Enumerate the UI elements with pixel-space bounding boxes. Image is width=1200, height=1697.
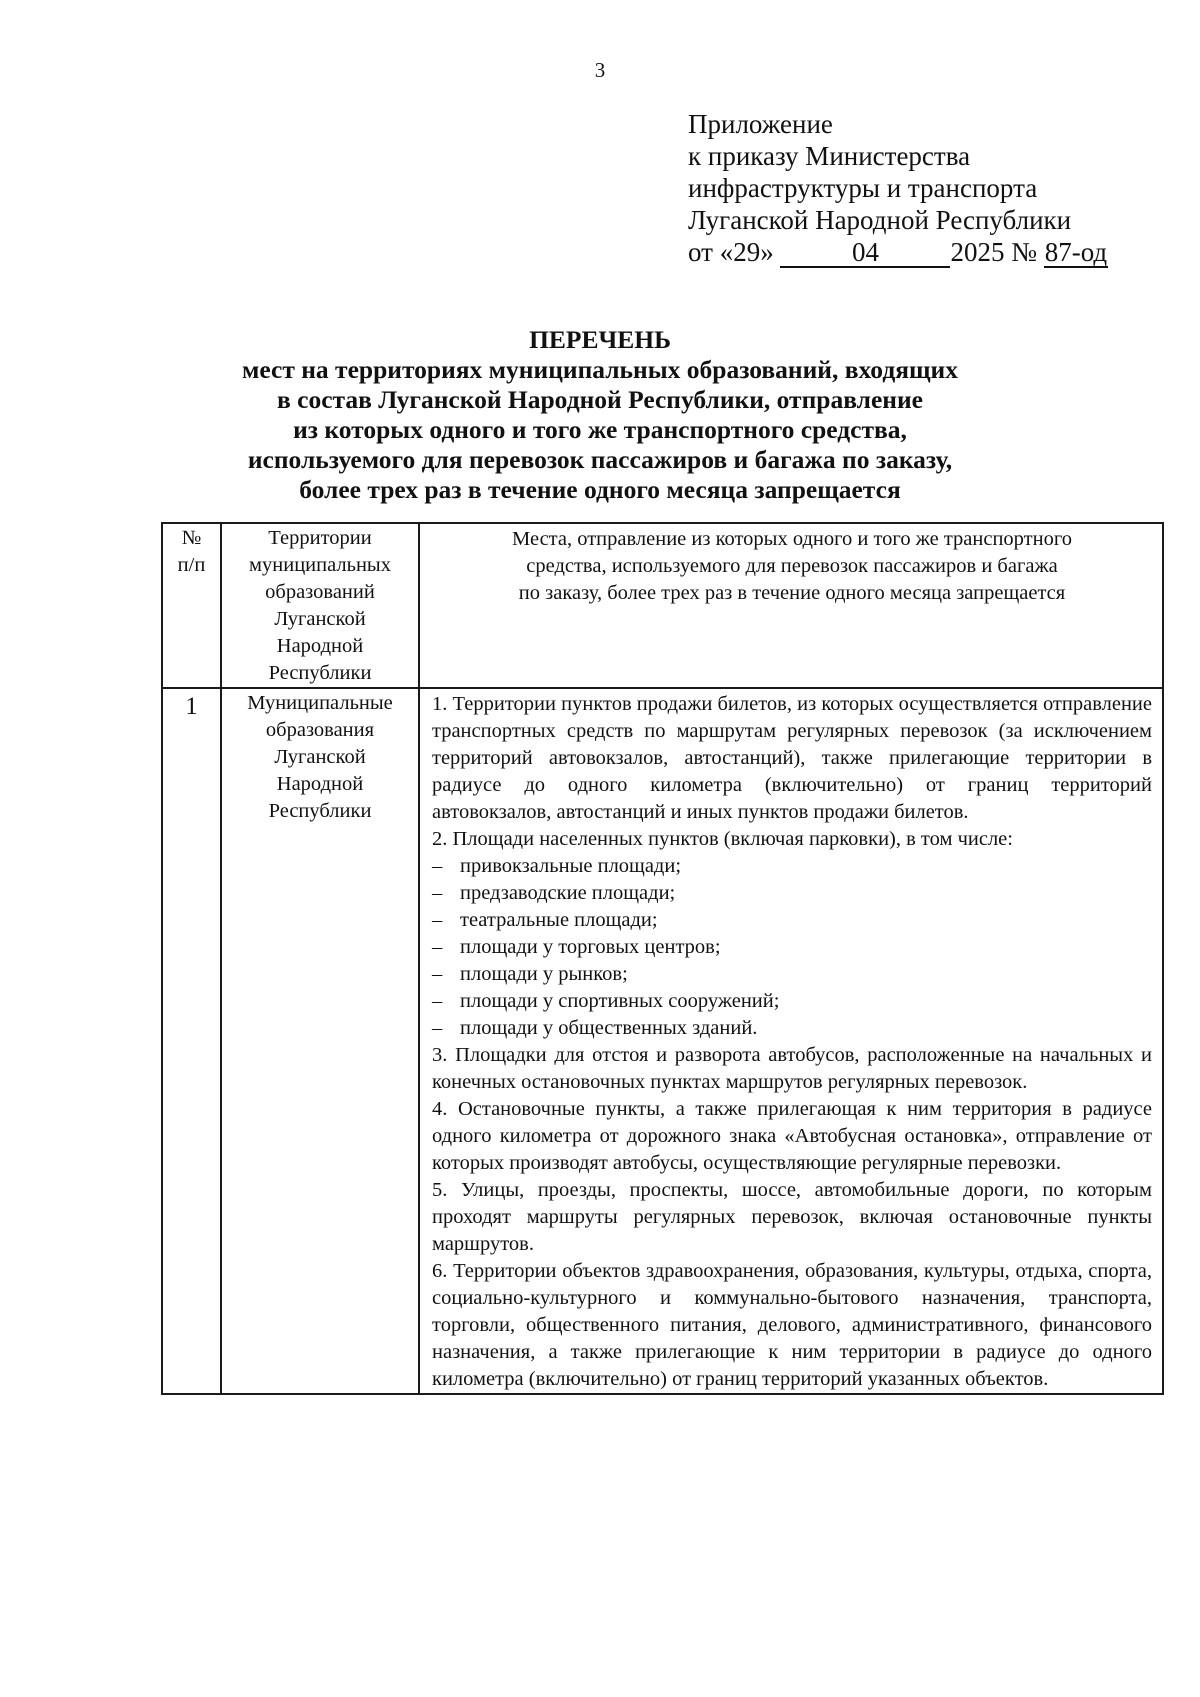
- sub-list-item: [432, 961, 1152, 988]
- sub-list-item: [432, 880, 1152, 907]
- sub-list-item-text: предзаводские площади;: [460, 882, 676, 904]
- date-prefix: от «29»: [688, 237, 774, 267]
- header-territory-line: Республики: [268, 662, 372, 684]
- row-territory-line: Народной: [276, 773, 364, 795]
- places-table: [161, 522, 1164, 1395]
- dash-icon: –: [432, 882, 443, 904]
- title-line: используемого для перевозок пассажиров и багажа по заказу,: [247, 445, 953, 474]
- list-item: 6. Территории объектов здравоохранения, образования, культуры, отдыха, спорта, социально-культурного и коммунально-бытового назначения, транспорта, торговли, общественного питания, делового, административного, финансового назначения, а также прилегающие к ним территории в радиусе до одного километра (включительно) от границ территорий указанных объектов.: [432, 1260, 1152, 1390]
- header-places-line: средства, используемого для перевозок пассажиров и багажа: [526, 555, 1058, 577]
- header-number-line: п/п: [177, 554, 206, 576]
- document-title: [0, 325, 1200, 505]
- sub-list-item-text: площади у рынков;: [460, 963, 628, 985]
- appendix-line-4: Луганской Народной Республики: [688, 205, 1072, 235]
- date-month: 04: [780, 239, 950, 268]
- dash-icon: –: [432, 990, 443, 1012]
- header-places-line: Места, отправление из которых одного и того же транспортного: [512, 528, 1072, 550]
- row-territory-line: Муниципальные: [247, 692, 393, 714]
- sub-list-item-text: площади у общественных зданий.: [460, 1017, 758, 1039]
- row-places: [419, 688, 1163, 1394]
- sub-list-item-text: театральные площади;: [460, 909, 658, 931]
- table-header-row: [162, 523, 1163, 688]
- header-territory-line: Луганской: [274, 608, 366, 630]
- dash-icon: –: [432, 963, 443, 985]
- list-item: 5. Улицы, проезды, проспекты, шоссе, автомобильные дороги, по которым проходят маршруты регулярных перевозок, включая остановочные пункты маршрутов.: [432, 1179, 1152, 1255]
- header-territory-line: муниципальных: [249, 554, 391, 576]
- sub-list-item: [432, 988, 1152, 1015]
- sub-list-item: [432, 853, 1152, 880]
- sub-list-item: [432, 1015, 1152, 1042]
- row-territory: [221, 688, 419, 1394]
- order-number: 87-од: [1044, 237, 1108, 267]
- sub-list-item-text: площади у торговых центров;: [460, 936, 721, 958]
- appendix-line-2: к приказу Министерства: [688, 141, 971, 171]
- sub-list-item-text: привокзальные площади;: [460, 855, 682, 877]
- title-heading: ПЕРЕЧЕНЬ: [529, 325, 671, 354]
- header-places-line: по заказу, более трех раз в течение одного месяца запрещается: [518, 582, 1066, 604]
- title-line: более трех раз в течение одного месяца запрещается: [299, 475, 901, 504]
- header-territory-line: Территории: [268, 527, 372, 549]
- table-row: [162, 688, 1163, 1394]
- header-places: [419, 523, 1163, 688]
- dash-icon: –: [432, 909, 443, 931]
- page-number: 3: [594, 58, 606, 82]
- row-territory-line: Луганской: [274, 746, 366, 768]
- dash-icon: –: [432, 1017, 443, 1039]
- header-territory-line: Народной: [276, 635, 364, 657]
- appendix-block: [688, 108, 1108, 268]
- list-item: 1. Территории пунктов продажи билетов, из которых осуществляется отправление транспортных средств по маршрутам регулярных перевозок (за исключением территорий автовокзалов, автостанций), также прилегающие территории в радиусе до одного километра (включительно) от границ территорий автовокзалов, автостанций и иных пунктов продажи билетов.: [432, 693, 1152, 823]
- sub-list-item: [432, 907, 1152, 934]
- header-territory: [221, 523, 419, 688]
- header-number: [162, 523, 221, 688]
- list-item: 3. Площадки для отстоя и разворота автобусов, расположенные на начальных и конечных остановочных пунктах маршрутов регулярных перевозок.: [432, 1044, 1152, 1093]
- dash-icon: –: [432, 855, 443, 877]
- list-item: 2. Площади населенных пунктов (включая парковки), в том числе:: [432, 828, 1013, 850]
- sub-list-item: [432, 934, 1152, 961]
- title-line: в состав Луганской Народной Республики, отправление: [277, 385, 923, 414]
- title-line: мест на территориях муниципальных образований, входящих: [242, 355, 958, 384]
- date-year-number-label: 2025 №: [950, 237, 1037, 267]
- sub-list-item-text: площади у спортивных сооружений;: [460, 990, 780, 1012]
- row-territory-line: образования: [265, 719, 375, 741]
- title-line: из которых одного и того же транспортного средства,: [293, 415, 907, 444]
- row-number: 1: [162, 688, 221, 1394]
- row-territory-line: Республики: [268, 800, 372, 822]
- header-territory-line: образований: [265, 581, 375, 603]
- header-number-line: №: [181, 527, 202, 549]
- appendix-line-3: инфраструктуры и транспорта: [688, 173, 1038, 203]
- list-item: 4. Остановочные пункты, а также прилегающая к ним территория в радиусе одного километра от дорожного знака «Автобусная остановка», отправление от которых производят автобусы, осуществляющие регулярные перевозки.: [432, 1098, 1152, 1174]
- appendix-line-1: Приложение: [688, 109, 833, 139]
- dash-icon: –: [432, 936, 443, 958]
- appendix-date-line: [688, 236, 1108, 268]
